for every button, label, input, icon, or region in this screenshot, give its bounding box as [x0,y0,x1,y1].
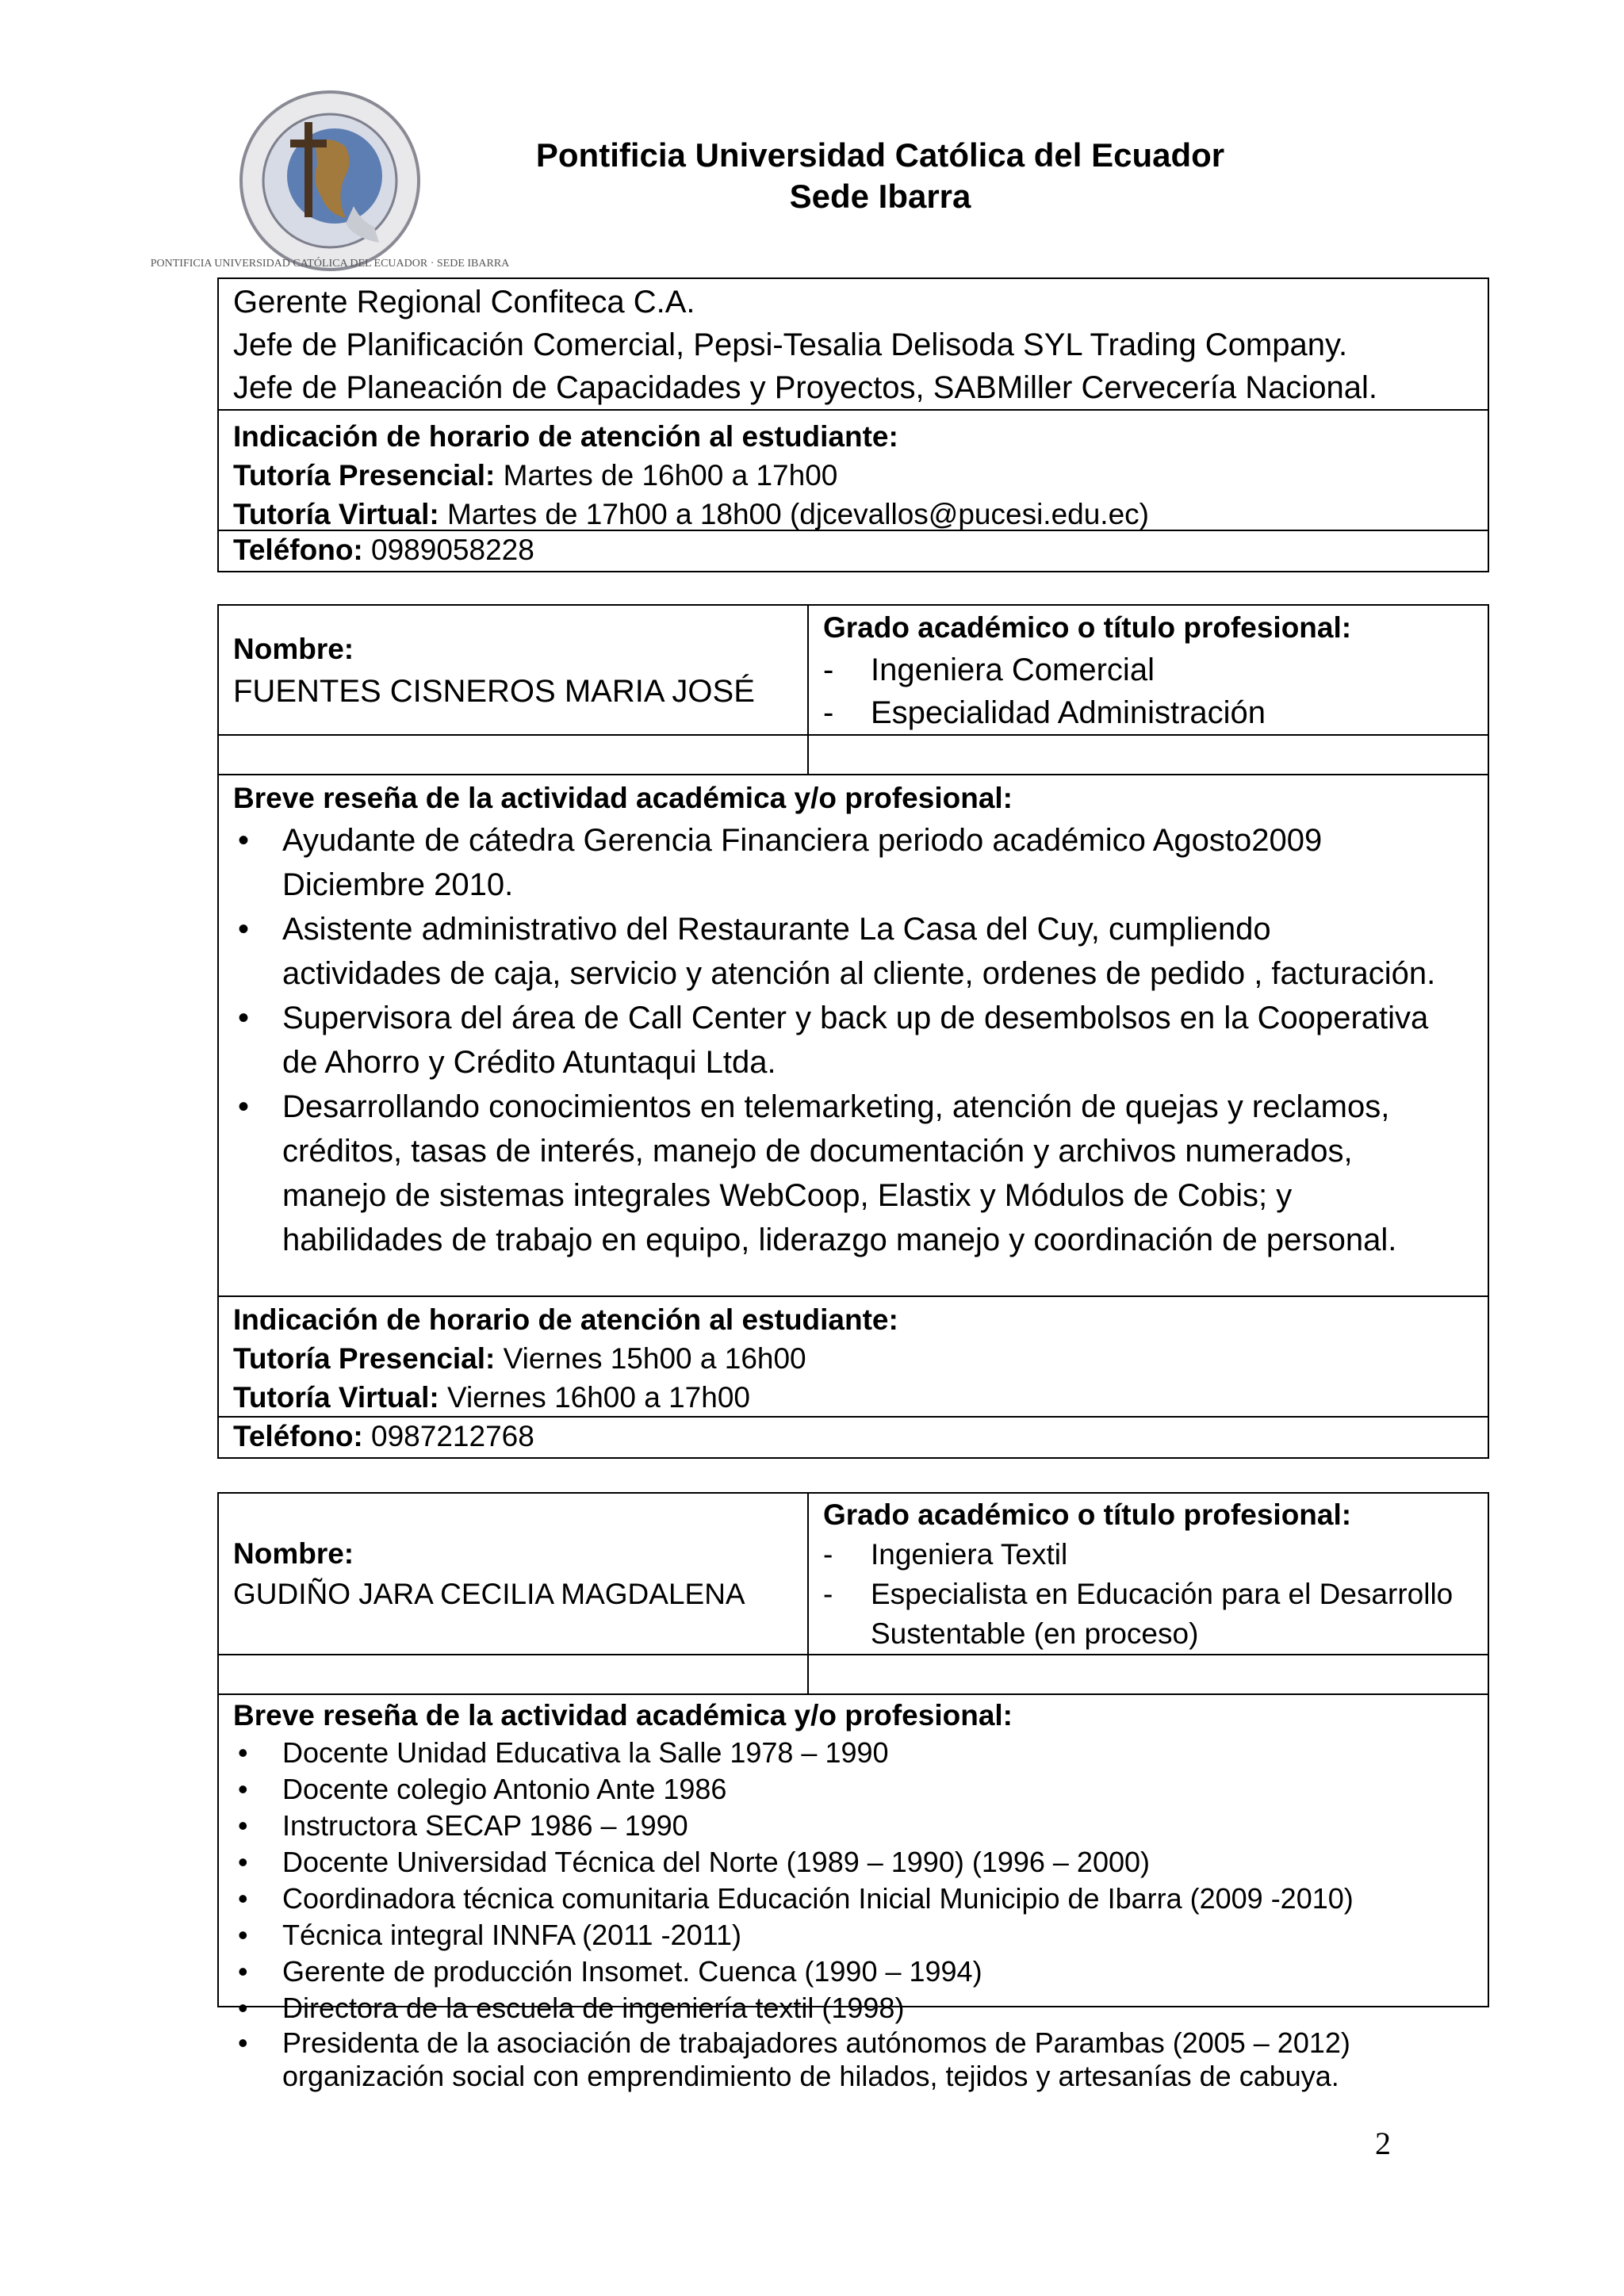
summary-item: • Instructora SECAP 1986 – 1990 [233,1808,1473,1844]
experience-line: Jefe de Planificación Comercial, Pepsi-Tesalia Delisoda SYL Trading Company. [233,327,1348,362]
summary-list [233,818,1473,1262]
tutoria-presencial-value: Viernes 15h00 a 16h00 [495,1342,806,1375]
degree-item: - Especialidad Administración [823,695,1266,730]
degree-item: - Especialista en Educación para el Desarrollo Sustentable (en proceso) [823,1578,1454,1650]
tutoria-presencial-label: Tutoría Presencial: [233,1342,496,1375]
empty-row [219,1655,1488,1695]
tutoria-virtual-label: Tutoría Virtual: [233,1381,439,1414]
campus-title: Sede Ibarra [789,178,971,215]
teacher-block-gudino [217,1492,1489,2092]
summary-item: • Ayudante de cátedra Gerencia Financiera periodo académico Agosto2009 Diciembre 2010. [233,818,1473,907]
tutoria-virtual-value: Martes de 17h00 a 18h00 (djcevallos@pucesi.edu.ec) [439,498,1149,530]
logo-text: PONTIFICIA UNIVERSIDAD CATÓLICA DEL ECUADOR · SEDE IBARRA [150,258,510,270]
phone-value: 0989058228 [362,534,534,566]
summary-list [233,1735,1473,2093]
name-degree-row [219,1494,1488,1655]
name-label: Nombre: [233,1537,354,1570]
tutoria-virtual-label: Tutoría Virtual: [233,498,439,530]
degree-label: Grado académico o título profesional: [823,1498,1352,1531]
summary-item: • Directora de la escuela de ingeniería textil (1998) [233,1990,1473,2026]
name-degree-row [219,606,1488,736]
summary-item: • Presidenta de la asociación de trabajadores autónomos de Parambas (2005 – 2012) organización social con emprendimiento de hilados, tejidos y artesanías de cabuya. [233,2026,1473,2093]
summary-item: • Supervisora del área de Call Center y back up de desembolsos en la Cooperativa de Ahorro y Crédito Atuntaqui Ltda. [233,996,1473,1085]
summary-item: • Coordinadora técnica comunitaria Educación Inicial Municipio de Ibarra (2009 -2010) [233,1881,1473,1917]
summary-item: • Asistente administrativo del Restaurante La Casa del Cuy, cumpliendo actividades de caja, servicio y atención al cliente, ordenes de pedido , facturación. [233,907,1473,996]
summary-section [219,1695,1488,2092]
experience-line: Gerente Regional Confiteca C.A. [233,285,695,320]
degree-cell [809,606,1488,734]
phone-label: Teléfono: [233,534,363,566]
phone-label: Teléfono: [233,1420,363,1452]
schedule-section [219,1297,1488,1418]
schedule-section [219,411,1488,531]
degree-item: - Ingeniera Textil [823,1538,1068,1571]
summary-label: Breve reseña de la actividad académica y/o profesional: [233,782,1013,814]
summary-item: • Técnica integral INNFA (2011 -2011) [233,1917,1473,1954]
page-number: 2 [1375,2126,1391,2161]
experience-section [219,279,1488,411]
summary-item: • Docente Unidad Educativa la Salle 1978 – 1990 [233,1735,1473,1771]
university-seal-logo [150,87,510,277]
summary-section [219,775,1488,1297]
degree-item: - Ingeniera Comercial [823,652,1155,687]
tutoria-virtual-value: Viernes 16h00 a 17h00 [439,1381,750,1414]
name-value: FUENTES CISNEROS MARIA JOSÉ [233,674,755,709]
schedule-heading: Indicación de horario de atención al estudiante: [233,1303,898,1336]
summary-label: Breve reseña de la actividad académica y/o profesional: [233,1699,1013,1732]
summary-item: • Gerente de producción Insomet. Cuenca (1990 – 1994) [233,1954,1473,1990]
schedule-heading: Indicación de horario de atención al estudiante: [233,420,898,453]
empty-row [219,736,1488,775]
experience-line: Jefe de Planeación de Capacidades y Proyectos, SABMiller Cervecería Nacional. [233,370,1377,405]
teacher-block-fuentes [217,604,1489,1459]
teacher-block-continued [217,277,1489,572]
name-cell [219,606,809,734]
tutoria-presencial-label: Tutoría Presencial: [233,459,496,492]
summary-item: • Desarrollando conocimientos en telemarketing, atención de quejas y reclamos, créditos, tasas de interés, manejo de documentación y archivos numerados, manejo de sistemas integrales WebCoop, Elastix y Módulos de Cobis; y habilidades de trabajo en equipo, liderazgo manejo y coordinación de personal. [233,1085,1473,1262]
name-value: GUDIÑO JARA CECILIA MAGDALENA [233,1578,745,1610]
name-label: Nombre: [233,633,354,665]
degree-label: Grado académico o título profesional: [823,611,1352,644]
summary-item: • Docente Universidad Técnica del Norte (1989 – 1990) (1996 – 2000) [233,1844,1473,1881]
name-cell [219,1494,809,1654]
phone-value: 0987212768 [362,1420,534,1452]
tutoria-presencial-value: Martes de 16h00 a 17h00 [495,459,838,492]
summary-item: • Docente colegio Antonio Ante 1986 [233,1771,1473,1808]
university-title: Pontificia Universidad Católica del Ecuador [535,136,1225,174]
phone-row [219,1418,1488,1457]
degree-cell [809,1494,1488,1654]
phone-row [219,531,1488,571]
